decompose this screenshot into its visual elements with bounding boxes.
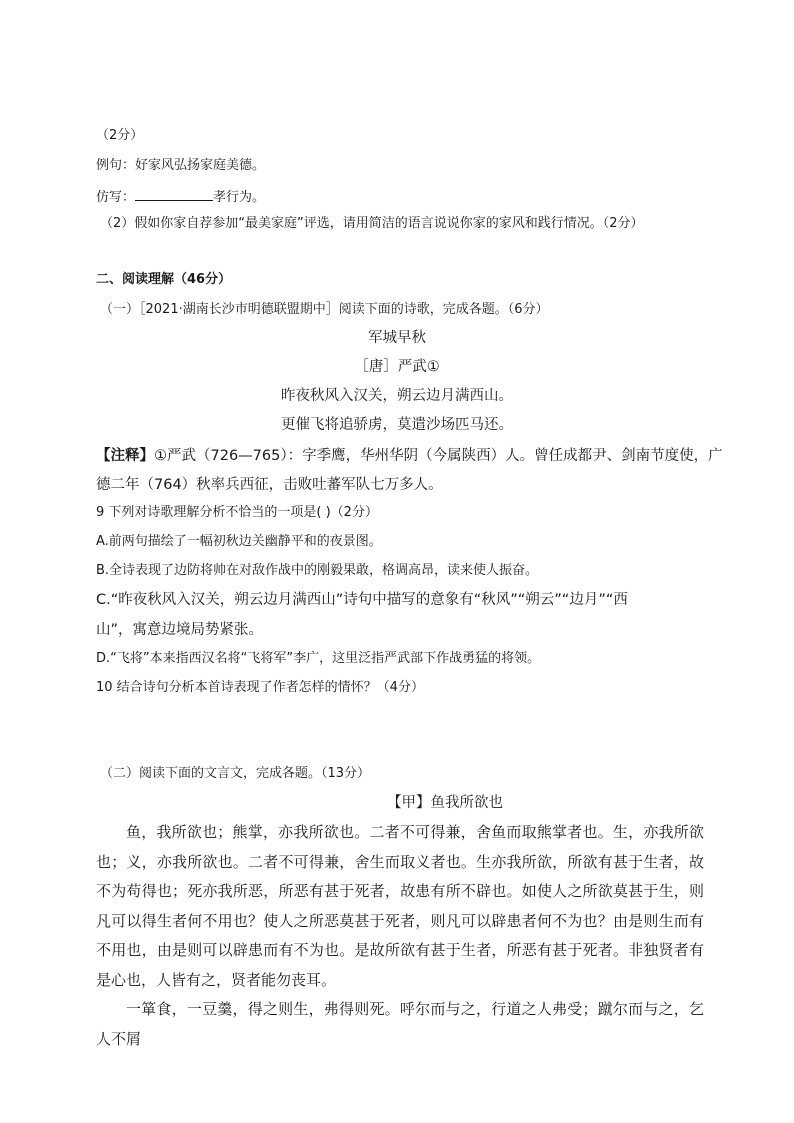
question-2: （2）假如你家自荐参加“最美家庭”评选，请用简洁的语言说说你家的家风和践行情况。（2分） [100, 216, 644, 231]
passage-paragraph-1: 鱼，我所欲也；熊掌，亦我所欲也。二者不可得兼，舍鱼而取熊掌者也。生，亦我所欲也；义，亦我所欲也。二者不可得兼，舍生而取义者也。生亦我所欲，所欲有甚于生者，故不为苟得也；死亦我所恶，所恶有甚于死者，故患有所不辟也。如使人之所欲莫甚于生，则凡可以得生者何不用也？使人之所恶莫甚于死者，则凡可以辟患者何不为也？由是则生而有不用也，由是则可以辟患而有不为也。是故所欲有甚于生者，所恶有甚于死者。非独贤者有是心也，人皆有之，贤者能勿丧耳。 [96, 823, 704, 989]
question-9-stem: 9 下列对诗歌理解分析不恰当的一项是( )（2分） [96, 505, 378, 520]
passage-title: 【甲】鱼我所欲也 [387, 795, 503, 811]
part2-intro: （二）阅读下面的文言文，完成各题。（13分） [100, 766, 371, 781]
option-c-line-1: C.“昨夜秋风入汉关，朔云边月满西山”诗句中描写的意象有“秋风”“朔云”“边月”“西 [96, 592, 628, 608]
example-label: 例句： [96, 158, 136, 173]
part1-intro: （一）［2021·湖南长沙市明德联盟期中］阅读下面的诗歌，完成各题。（6分） [100, 302, 549, 317]
poem-author: ［唐］严武① [354, 359, 440, 375]
imitate-label: 仿写： [96, 190, 136, 205]
note-line-1 [96, 446, 723, 466]
example-sentence [96, 156, 265, 176]
imitate-suffix: 孝行为。 [213, 190, 266, 205]
poem-title: 军城早秋 [368, 330, 426, 346]
poem-line-1: 昨夜秋风入汉关，朔云边月满西山。 [281, 388, 513, 404]
passage-paragraph-2: 一箪食，一豆羹，得之则生，弗得则死。呼尔而与之，行道之人弗受；蹴尔而与之，乞人不屑 [96, 1000, 704, 1048]
option-b: B.全诗表现了边防将帅在对敌作战中的刚毅果敢，格调高昂，读来使人振奋。 [96, 563, 539, 578]
note-line-2: 德二年（764）秋率兵西征，击败吐蕃军队七万多人。 [96, 477, 443, 493]
option-a: A.前两句描绘了一幅初秋边关幽静平和的夜景图。 [96, 534, 382, 549]
imitation-sentence [96, 186, 265, 208]
note-text-1: ①严武（726—765）：字季鹰，华州华阴（今属陕西）人。曾任成都尹、剑南节度使，广 [154, 448, 723, 464]
example-text: 好家风弘扬家庭美德。 [135, 158, 266, 173]
passage-body [96, 818, 704, 1054]
option-d: D.“飞将”本来指西汉名将“飞将军”李广，这里泛指严武部下作战勇猛的将领。 [96, 651, 541, 666]
answer-blank[interactable] [135, 186, 213, 201]
question-10: 10 结合诗句分析本首诗表现了作者怎样的情怀？（4分） [96, 680, 424, 695]
note-label: 【注释】 [96, 448, 154, 464]
option-c-line-2: 山”，寓意边境局势紧张。 [96, 622, 264, 638]
section-heading: 二、阅读理解（46分） [96, 272, 232, 287]
poem-line-2: 更催飞将追骄虏，莫遣沙场匹马还。 [281, 417, 513, 433]
score-note: （2分） [96, 128, 144, 143]
